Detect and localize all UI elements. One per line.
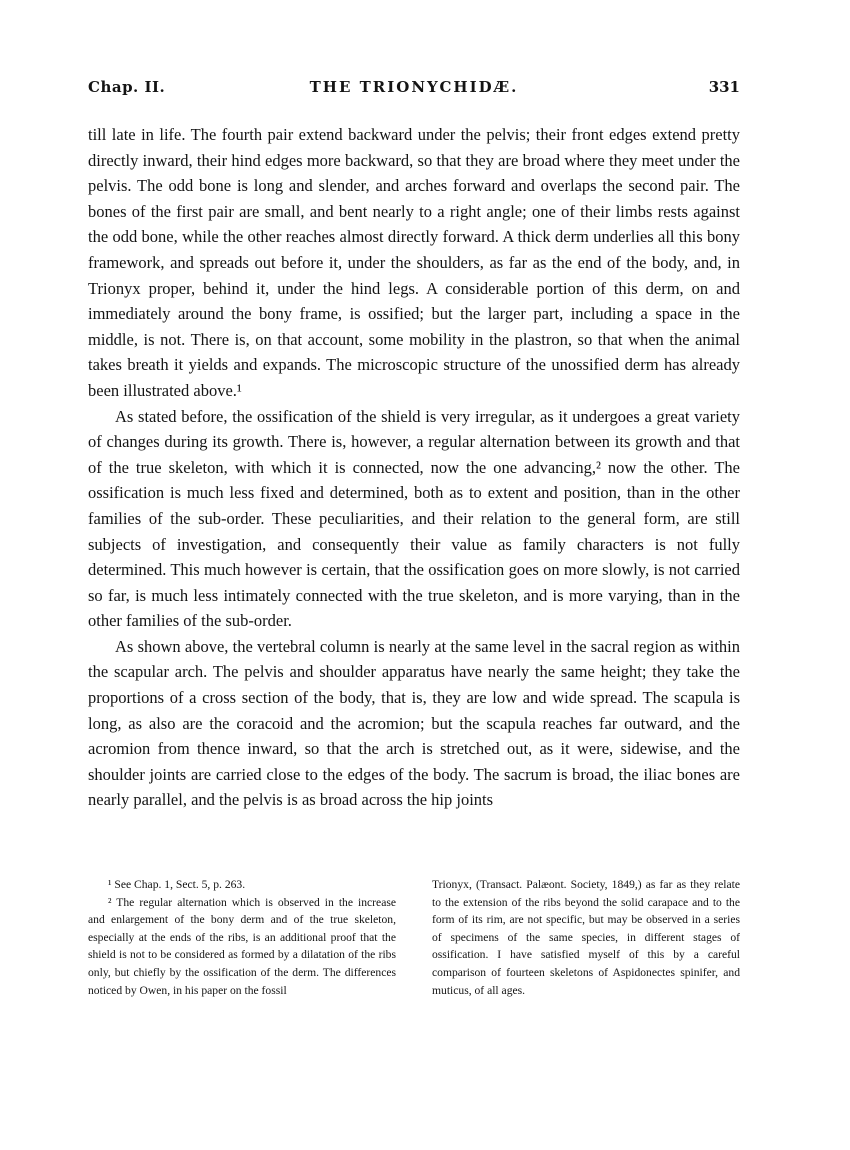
footnote-column-left	[88, 876, 396, 999]
chapter-label: Chap. II.	[88, 78, 166, 96]
running-title: THE TRIONYCHIDÆ.	[309, 78, 519, 96]
footnotes	[88, 876, 740, 999]
paragraph-2: As stated before, the ossification of the shield is very irregular, as it undergoes a great variety of changes during its growth. There is, however, a regular alternation between its growth and that of the true skeleton, with which it is connected, now the one advancing,² now the other. The ossification is much less fixed and determined, both as to extent and position, than in the other families of the sub-order. These peculiarities, and their relation to the general form, are still subjects of investigation, and consequently their value as family characters is not fully determined. This much however is certain, that the ossification goes on more slowly, is not carried so far, is much less intimately connected with the true skeleton, and is more varying, than in the other families of the sub-order.	[88, 406, 740, 631]
footnote-column-right	[432, 876, 740, 999]
paragraph-1: till late in life. The fourth pair extend backward under the pelvis; their front edges extend pretty directly inward, their hind edges more backward, so that they are broad where they meet under the pelvis. The odd bone is long and slender, and arches forward and overlaps the second pair. The bones of the first pair are small, and bent nearly to a right angle; one of their limbs rests against the odd bone, while the other reaches almost directly forward. A thick derm underlies all this bony framework, and spreads out before it, under the shoulders, as far as the end of the body, and, in Trionyx proper, behind it, under the hind legs. A considerable portion of this derm, on and immediately around the bony frame, is ossified; but the larger part, including a space in the middle, is not. There is, on that account, some mobility in the plastron, so that when the animal takes breath it yields and expands. The microscopic structure of the unossified derm has already been illustrated above.¹	[88, 125, 740, 400]
footnote-2: ² The regular alternation which is observed in the increase and enlargement of the bony derm and of the true skeleton, especially at the ends of the ribs, is an additional proof that the shield is not to be considered as formed by a dilatation of the ribs only, but chiefly by the ossification of the derm. The differences noticed by Owen, in his paper on the fossil	[88, 895, 396, 997]
paragraph-3: As shown above, the vertebral column is nearly at the same level in the sacral region as within the scapular arch. The pelvis and shoulder apparatus have nearly the same height; they take the proportions of a cross section of the body, that is, they are low and wide spread. The scapula is long, as also are the coracoid and the acromion; but the scapula reaches far outward, and the acromion from thence inward, so that the arch is stretched out, as it were, sidewise, and the shoulder joints are carried close to the edges of the body. The sacrum is broad, the iliac bones are nearly parallel, and the pelvis is as broad across the hip joints	[88, 636, 740, 810]
footnote-1: ¹ See Chap. 1, Sect. 5, p. 263.	[108, 878, 246, 891]
main-text	[88, 122, 740, 813]
footnote-2-continued: Trionyx, (Transact. Palæont. Society, 1849,) as far as they relate to the extension of the ribs beyond the solid carapace and to the form of its rim, are not specific, but may be observed in a series of specimens of the same species, in different stages of ossification. I have satisfied myself of this by a careful comparison of fourteen skeletons of Aspidonectes spinifer, and muticus, of all ages.	[432, 878, 740, 997]
page-number: 331	[708, 78, 740, 96]
running-header	[88, 78, 740, 104]
